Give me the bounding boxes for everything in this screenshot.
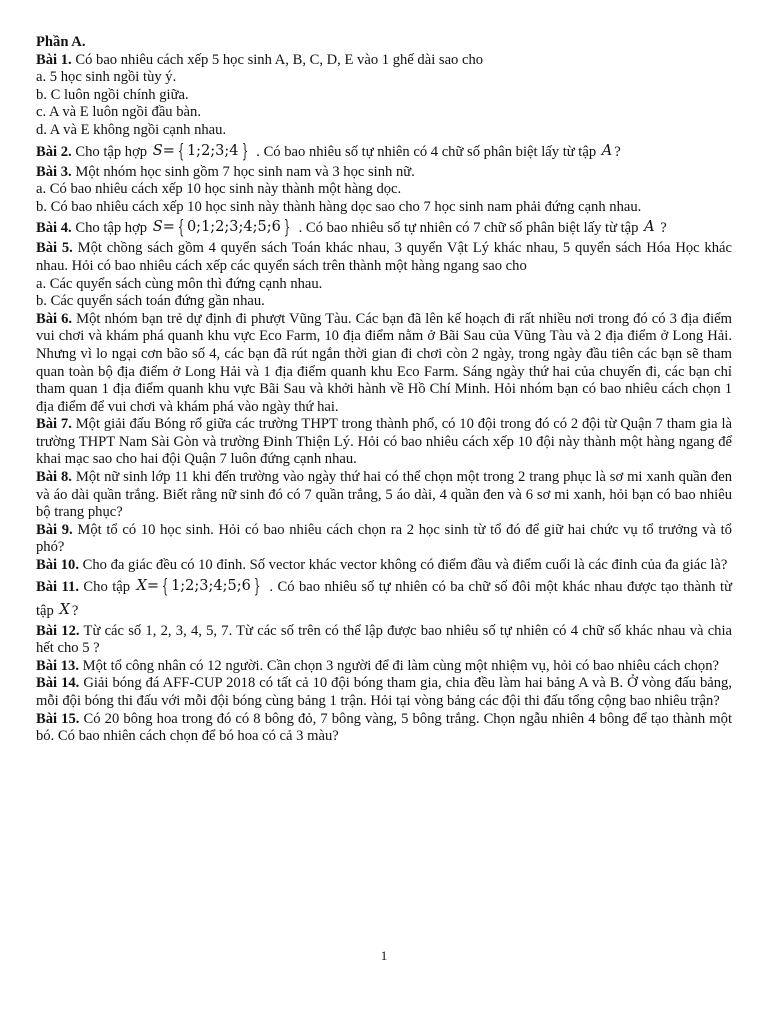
problem-number: Bài 9. (36, 521, 73, 538)
problem-number: Bài 14. (36, 675, 80, 692)
problem-6: Bài 6. Một nhóm bạn trẻ dự định đi phượt Vũng Tàu. Các bạn đã lên kế hoạch đi rất nhiều nơi trong đó có 3 địa điểm vui chơi và khám phá quanh khu vực Eco Farm, 10 địa điểm nằm ở Bãi Sau của Vũng Tàu và 2 địa điểm ở Long Hải. Nhưng vì lo ngại cơn bão số 4, các bạn đã rút ngắn thời gian đi chơi còn 2 ngày, trong ngày đầu tiên các bạn sẽ tham quan toàn bộ địa điểm ở Long Hải và 1 địa điểm quanh khu Eco Farm. Sáng ngày thứ hai của chuyến đi, các bạn chỉ tham quan 1 địa điểm quanh khu vực Bãi Sau và khởi hành về Hồ Chí Minh. Hỏi nhóm bạn có bao nhiêu cách chọn 1 địa điểm để vui chơi và khám phá vào ngày thứ hai. (36, 310, 732, 415)
set-variable: X (59, 601, 70, 618)
problem-number: Bài 10. (36, 557, 79, 574)
problem-number: Bài 15. (36, 710, 80, 727)
problem-3-option-a: a. Có bao nhiêu cách xếp 10 học sinh này thành một hàng dọc. (36, 181, 402, 198)
problem-number: Bài 12. (36, 622, 80, 639)
problem-3-option-b: b. Có bao nhiêu cách xếp 10 học sinh này thành hàng dọc sao cho 7 học sinh nam phải đứng cạnh nhau. (36, 198, 642, 215)
set-formula: S= { 1;2;3;4 } (152, 139, 248, 162)
problem-number: Bài 6. (36, 310, 73, 327)
problem-11: Bài 11. Cho tập X= { 1;2;3;4;5;6 } . Có bao nhiêu số tự nhiên có ba chữ số đôi một khác nhau được tạo thành từ tập X ? (36, 575, 732, 623)
problem-number: Bài 11. (36, 578, 79, 595)
problem-5-option-a: a. Các quyển sách cùng môn thì đứng cạnh nhau. (36, 275, 323, 292)
set-variable: A (644, 219, 655, 236)
problem-number: Bài 7. (36, 416, 72, 433)
problem-13: Bài 13. Một tổ công nhân có 12 người. Cần chọn 3 người để đi làm cùng một nhiệm vụ, hỏi có bao nhiêu cách chọn? (36, 657, 720, 674)
problem-number: Bài 4. (36, 220, 72, 237)
problem-1-option-d: d. A và E không ngồi cạnh nhau. (36, 121, 227, 138)
problem-10: Bài 10. Cho đa giác đều có 10 đỉnh. Số vector khác vector không có điểm đầu và điểm cuối là các đỉnh của đa giác là? (36, 557, 728, 574)
problem-14: Bài 14. Giải bóng đá AFF-CUP 2018 có tất cả 10 đội bóng tham gia, chia đều làm hai bảng A và B. Ở vòng đấu bảng, mỗi đội bóng thi đấu với mỗi đội bóng cùng bảng 1 trận. Hỏi tại vòng bảng các đội thi đấu tổng cộng bao nhiêu trận? (36, 675, 732, 709)
problem-7: Bài 7. Một giải đấu Bóng rổ giữa các trường THPT trong thành phố, có 10 đội trong đó có 2 đội từ Quận 7 tham gia là trường THPT Nam Sài Gòn và trường Đinh Thiện Lý. Hỏi có bao nhiêu cách xếp 10 đội này thành một hàng ngang để khai mạc sao cho hai đội Quận 7 luôn đứng cạnh nhau. (36, 416, 732, 468)
problem-number: Bài 3. (36, 163, 72, 180)
problem-number: Bài 13. (36, 657, 79, 674)
problem-9: Bài 9. Một tổ có 10 học sinh. Hỏi có bao nhiêu cách chọn ra 2 học sinh từ tổ đó để giữ hai chức vụ tổ trưởng và tổ phó? (36, 521, 732, 556)
problem-1 (36, 52, 732, 70)
problem-2: Bài 2. Cho tập hợp S= { 1;2;3;4 } . Có bao nhiêu số tự nhiên có 4 chữ số phân biệt lấy từ tập A ? (36, 139, 621, 162)
set-variable: A (601, 142, 613, 159)
problem-4: Bài 4. Cho tập hợp S= { 0;1;2;3;4;5;6 } . Có bao nhiêu số tự nhiên có 7 chữ số phân biệt lấy từ tập A ? (36, 216, 667, 239)
problem-5-option-b: b. Các quyển sách toán đứng gần nhau. (36, 293, 265, 310)
problem-8: Bài 8. Một nữ sinh lớp 11 khi đến trường vào ngày thứ hai có thể chọn một trong 2 trang phục là sơ mi xanh quần đen và áo dài quần trắng. Biết rằng nữ sinh đó có 7 quần trắng, 5 áo dài, 4 quần đen và 6 sơ mi xanh, hỏi bạn có bao nhiêu bộ trang phục? (36, 469, 732, 521)
problem-1-option-c: c. A và E luôn ngồi đầu bàn. (36, 104, 201, 121)
set-formula: S= { 0;1;2;3;4;5;6 } (152, 216, 291, 239)
problem-1-option-a: a. 5 học sinh ngồi tùy ý. (36, 69, 177, 86)
problem-text: Có bao nhiêu cách xếp 5 học sinh A, B, C, D, E vào 1 ghế dài sao cho (75, 51, 484, 68)
page-number: 1 (380, 948, 388, 963)
problem-5: Bài 5. Một chồng sách gồm 4 quyển sách Toán khác nhau, 3 quyển Vật Lý khác nhau, 5 quyển sách Hóa Học khác nhau. Hỏi có bao nhiêu cách xếp các quyển sách trên thành một hàng ngang sao cho (36, 240, 732, 274)
problem-number: Bài 2. (36, 143, 72, 160)
problem-12: Bài 12. Từ các số 1, 2, 3, 4, 5, 7. Từ các số trên có thể lập được bao nhiêu số tự nhiên có 4 chữ số khác nhau và chia hết cho 5 ? (36, 622, 732, 657)
section-heading: Phần A. (36, 34, 86, 50)
problem-number: Bài 8. (36, 469, 72, 486)
problem-15: Bài 15. Có 20 bông hoa trong đó có 8 bông đỏ, 7 bông vàng, 5 bông trắng. Chọn ngẫu nhiên 4 bông để tạo thành một bó. Có bao nhiên cách chọn để bó hoa có cả 3 màu? (36, 710, 733, 745)
problem-number: Bài 5. (36, 240, 73, 257)
set-formula: X= { 1;2;3;4;5;6 } (136, 574, 261, 597)
problem-3: Bài 3. Một nhóm học sinh gồm 7 học sinh nam và 3 học sinh nữ. (36, 163, 415, 180)
problem-number: Bài 1. (36, 51, 72, 68)
problem-1-option-b: b. C luôn ngồi chính giữa. (36, 86, 189, 103)
